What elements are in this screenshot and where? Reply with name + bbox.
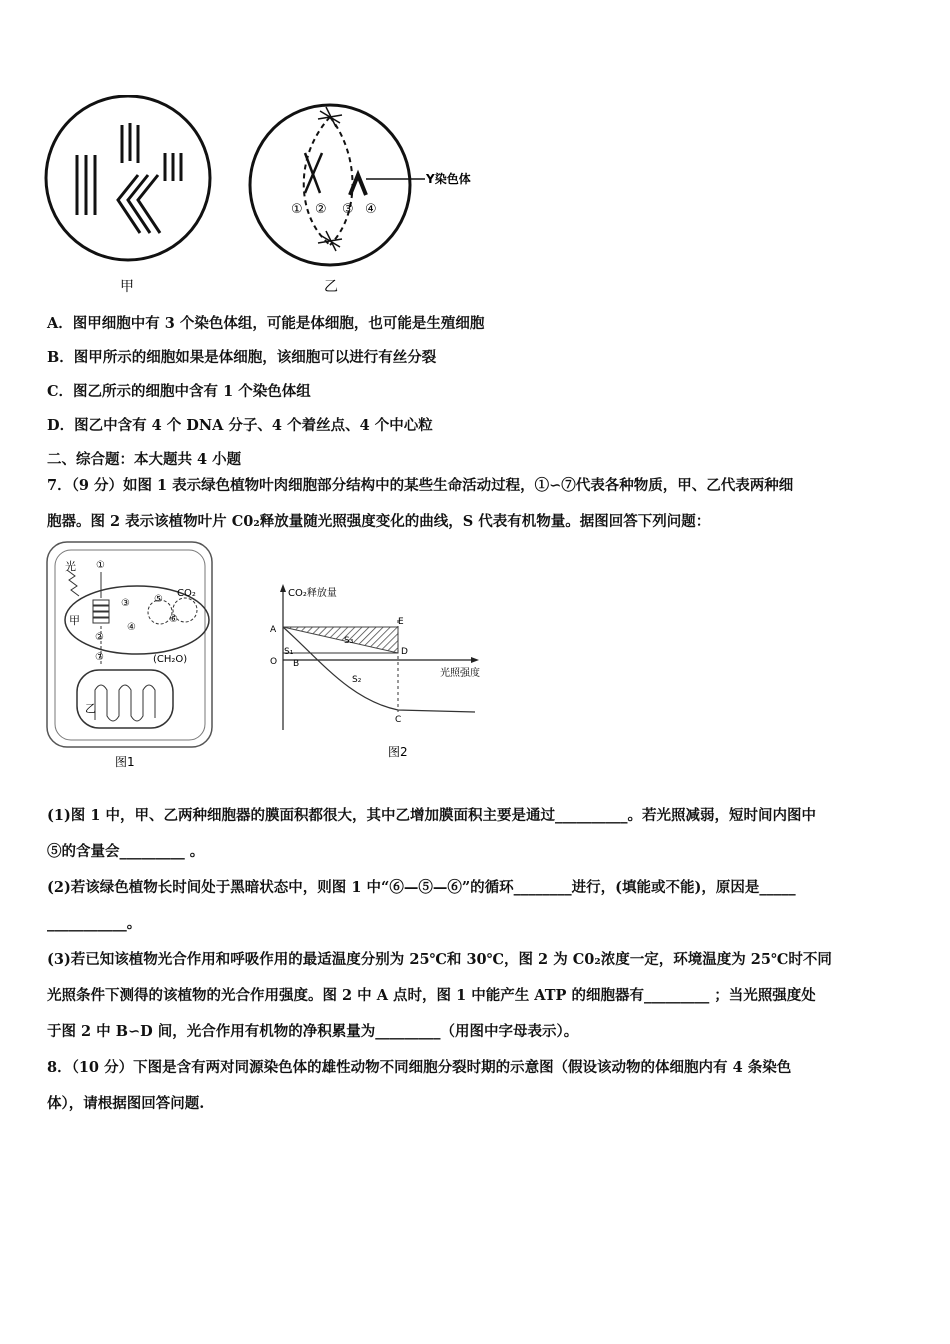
fig1-caption: 图1 xyxy=(115,755,135,769)
label-yi: 乙 xyxy=(324,279,338,295)
y-axis-arrow xyxy=(280,584,286,592)
cell-jia-outline xyxy=(46,96,210,260)
fig1-num-6: ⑥ xyxy=(169,614,178,625)
chromosome-pair-left xyxy=(305,153,322,193)
fig1-num-4: ④ xyxy=(127,622,136,633)
figure-2-co2-chart xyxy=(260,580,490,765)
fig1-num-7: ⑦ xyxy=(95,652,104,663)
chromosome-figure xyxy=(40,95,500,300)
marker-2: ② xyxy=(315,202,327,217)
light-zigzag xyxy=(67,570,79,596)
cristae xyxy=(95,685,155,721)
grana-stack xyxy=(93,600,109,623)
q8-stem-line2: 体），请根据图回答问题. xyxy=(47,1095,205,1112)
label-s2: S₂ xyxy=(352,675,362,685)
fig1-num-1: ① xyxy=(96,560,105,571)
point-b: B xyxy=(293,659,300,669)
y-chromosome-label: Y染色体 xyxy=(426,172,471,186)
figure-1-leaf-cell xyxy=(45,540,220,775)
q7-stem-line1: 7．（9 分）如图 1 表示绿色植物叶肉细胞部分结构中的某些生命活动过程，①∽⑦代表各种物质，甲、乙代表两种细 xyxy=(47,477,794,494)
section-title: 二、综合题：本大题共 4 小题 xyxy=(47,451,242,468)
marker-3: ③ xyxy=(342,202,354,217)
q7-part1-line1: (1)图 1 中，甲、乙两种细胞器的膜面积都很大，其中乙增加膜面积主要是通过__________。若光照减弱，短时间内图中 xyxy=(47,807,816,824)
fig1-num-5: ⑤ xyxy=(154,594,163,605)
q7-part2-line2: ___________。 xyxy=(47,915,142,932)
label-s1: S₁ xyxy=(284,647,294,657)
option-c: C．图乙所示的细胞中含有 1 个染色体组 xyxy=(47,383,311,400)
point-o: O xyxy=(270,657,278,667)
label-jia: 甲 xyxy=(120,279,134,295)
point-d: D xyxy=(401,647,408,657)
fig1-jia-label: 甲 xyxy=(69,614,80,627)
q7-part3-line2: 光照条件下测得的该植物的光合作用强度。图 2 中 A 点时，图 1 中能产生 ATP 的细胞器有_________ ；当光照强度处 xyxy=(47,987,816,1004)
q7-part2-line1: (2)若该绿色植物长时间处于黑暗状态中，则图 1 中“⑥—⑤—⑥”的循环________进行，(填能或不能)，原因是_____ xyxy=(47,879,796,896)
fig1-num-3: ③ xyxy=(121,598,130,609)
option-a: A．图甲细胞中有 3 个染色体组，可能是体细胞，也可能是生殖细胞 xyxy=(47,315,485,332)
option-b: B．图甲所示的细胞如果是体细胞，该细胞可以进行有丝分裂 xyxy=(47,349,437,366)
marker-1: ① xyxy=(291,202,303,217)
fig1-ch2o: (CH₂O) xyxy=(153,654,188,665)
centrosome-top xyxy=(318,107,342,127)
light-label: 光 xyxy=(65,560,76,573)
fig1-co2: CO₂ xyxy=(177,588,196,599)
marker-4: ④ xyxy=(365,202,377,217)
q7-part1-line2: ⑤的含量会_________ 。 xyxy=(47,843,205,860)
fig1-yi-label: 乙 xyxy=(85,702,96,715)
mitochondrion-yi xyxy=(77,670,173,728)
s3-region xyxy=(283,627,398,653)
q8-stem-line1: 8．（10 分）下图是含有两对同源染色体的雄性动物不同细胞分裂时期的示意图（假设该动物的体细胞内有 4 条染色 xyxy=(47,1059,792,1076)
q7-stem-line2: 胞器。图 2 表示该植物叶片 C0₂释放量随光照强度变化的曲线，S 代表有机物量。据图回答下列问题： xyxy=(47,513,711,530)
point-e: E xyxy=(398,617,404,627)
point-c: C xyxy=(395,715,402,725)
point-a: A xyxy=(270,625,277,635)
q7-part3-line1: (3)若已知该植物光合作用和呼吸作用的最适温度分别为 25℃和 30℃，图 2 为 C0₂浓度一定，环境温度为 25℃时不同 xyxy=(47,951,832,968)
label-s3: S₃ xyxy=(344,636,354,646)
cell-jia-chromosomes xyxy=(77,123,181,233)
fig2-ylabel: CO₂释放量 xyxy=(288,588,337,599)
fig2-xlabel: 光照强度 xyxy=(440,668,480,679)
fig2-caption: 图2 xyxy=(388,745,408,759)
q7-part3-line3: 于图 2 中 B∽D 间，光合作用有机物的净积累量为_________（用图中字母表示）。 xyxy=(47,1023,579,1040)
fig1-num-2: ② xyxy=(95,632,104,643)
centrosome-bottom xyxy=(318,231,342,251)
option-d: D．图乙中含有 4 个 DNA 分子、4 个着丝点、4 个中心粒 xyxy=(47,417,433,434)
x-axis-arrow xyxy=(471,657,479,663)
